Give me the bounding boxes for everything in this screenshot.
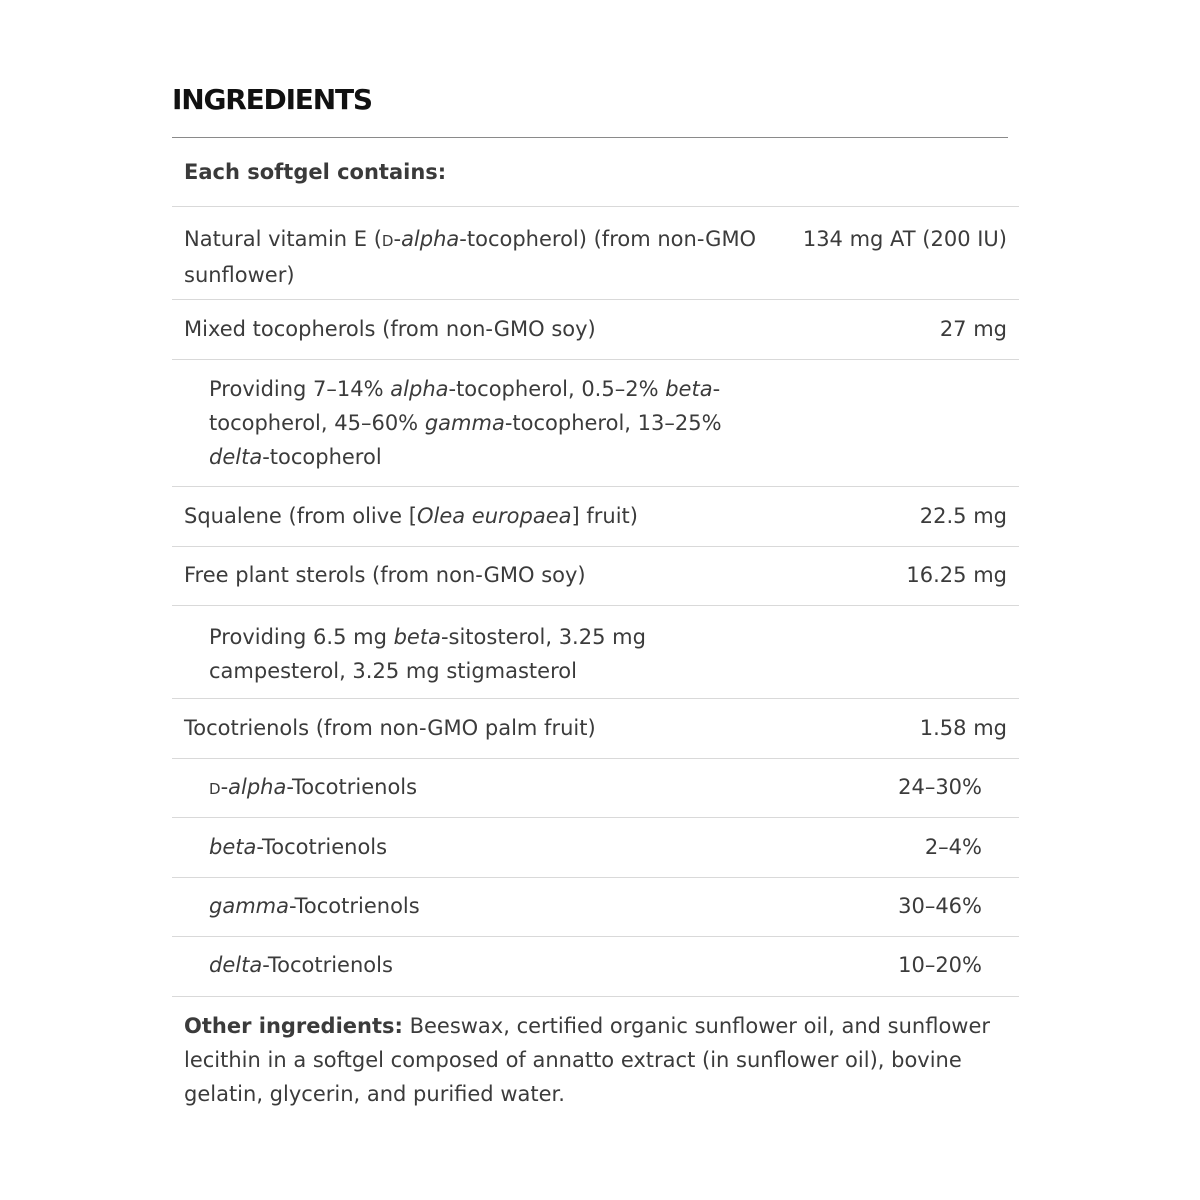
ingredient-amount: 134 mg AT (200 IU) <box>802 227 1007 251</box>
table-header-label: Each softgel contains: <box>184 160 447 184</box>
ingredient-amount: 10–20% <box>898 953 982 977</box>
ingredient-detail: Providing 7–14% alpha-tocopherol, 0.5–2% beta-tocopherol, 45–60% gamma-tocopherol, 13–25% delta-tocopherol <box>209 377 722 469</box>
ingredient-amount: 22.5 mg <box>919 504 1007 528</box>
ingredient-label: Natural vitamin E (D-alpha-tocopherol) (from non-GMO sunflower) <box>184 227 757 287</box>
other-ingredients-text: Beeswax, certified organic sunflower oil, and sunflower lecithin in a softgel composed of annatto extract (in sunflower oil), bovine gelatin, glycerin, and purified water. <box>184 1014 991 1106</box>
table-row <box>172 699 1019 759</box>
ingredient-amount: 27 mg <box>939 317 1007 341</box>
table-row <box>172 818 1019 878</box>
other-ingredients-label: Other ingredients: <box>184 1014 403 1038</box>
ingredient-amount: 30–46% <box>898 894 982 918</box>
table-row <box>172 547 1019 606</box>
ingredient-detail: Providing 6.5 mg beta-sitosterol, 3.25 mg campesterol, 3.25 mg stigmasterol <box>209 625 646 683</box>
ingredients-table <box>172 138 1019 997</box>
table-row <box>172 207 1019 300</box>
ingredient-label: Free plant sterols (from non-GMO soy) <box>184 563 586 587</box>
ingredient-label: D-alpha-Tocotrienols <box>209 775 418 799</box>
table-header <box>172 138 1019 207</box>
table-row <box>172 759 1019 818</box>
table-row <box>172 487 1019 547</box>
ingredient-amount: 24–30% <box>898 775 982 799</box>
table-row <box>172 300 1019 360</box>
other-ingredients <box>184 1009 1004 1111</box>
ingredient-amount: 16.25 mg <box>906 563 1007 587</box>
ingredient-label: Squalene (from olive [Olea europaea] fruit) <box>184 504 638 528</box>
ingredient-amount: 2–4% <box>924 835 982 859</box>
ingredient-label: delta-Tocotrienols <box>209 953 393 977</box>
ingredient-label: Tocotrienols (from non-GMO palm fruit) <box>184 716 596 740</box>
table-row <box>172 606 1019 699</box>
table-row <box>172 878 1019 937</box>
table-row <box>172 937 1019 997</box>
ingredient-label: Mixed tocopherols (from non-GMO soy) <box>184 317 596 341</box>
page-title: INGREDIENTS <box>172 83 372 116</box>
table-row <box>172 360 1019 487</box>
ingredient-label: beta-Tocotrienols <box>209 835 388 859</box>
ingredient-label: gamma-Tocotrienols <box>209 894 420 918</box>
ingredient-amount: 1.58 mg <box>919 716 1007 740</box>
